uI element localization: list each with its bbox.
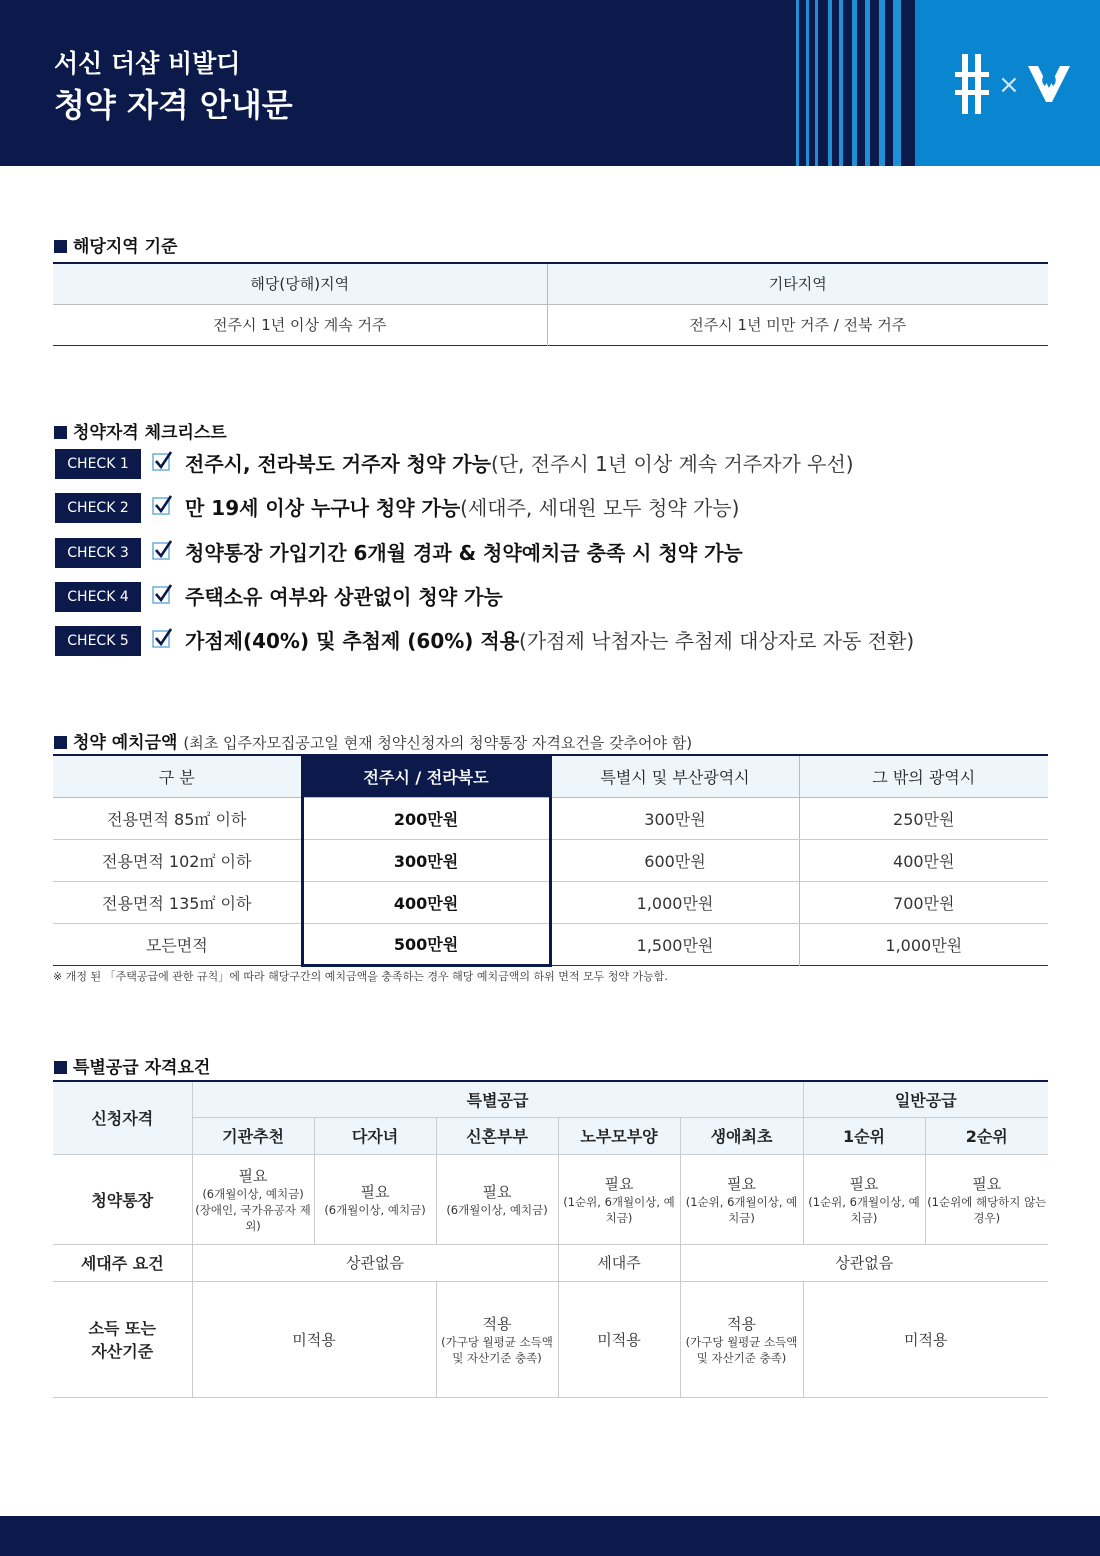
income-cell: 미적용 [803, 1281, 1048, 1397]
cell-main: 필요 [238, 1166, 268, 1185]
cell-sub: (1순위, 6개월이상, 예치금) [563, 1194, 675, 1225]
cell-sub: (6개월이상, 예치금) [202, 1186, 304, 1201]
row-label-income-text: 소득 또는 자산기준 [88, 1319, 156, 1361]
region-header-other: 기타지역 [547, 263, 1048, 304]
table-row [53, 1281, 1048, 1397]
checkbox-checked-icon [152, 451, 172, 471]
deposit-note: ※ 개정 된 「주택공급에 관한 규칙」에 따라 해당구간의 예치금액을 충족하는 경우 해당 예치금액의 하위 면적 모두 청약 가능함. [53, 970, 668, 983]
deposit-cell: 600만원 [550, 839, 799, 881]
cell-sub: (1순위, 6개월이상, 예치금) [808, 1194, 920, 1225]
deposit-cell: 400만원 [302, 881, 550, 923]
header-stripe [815, 0, 818, 166]
col-header: 노부모부양 [558, 1117, 680, 1154]
header-stripe [865, 0, 870, 166]
cell-main: 필요 [972, 1174, 1002, 1193]
deposit-cell: 200만원 [302, 797, 550, 839]
deposit-subtitle: (최초 입주자모집공고일 현재 청약신청자의 청약통장 자격요건을 갖추어야 함) [183, 734, 693, 752]
deposit-section-title [54, 728, 692, 753]
table-row [53, 1244, 1048, 1281]
checkbox-checked-icon [152, 584, 172, 604]
header-stripe [828, 0, 832, 166]
header-stripe [852, 0, 857, 166]
page-header [0, 0, 1100, 166]
region-table [53, 262, 1048, 346]
check-text-bold: 가점제(40%) 및 추첨제 (60%) 적용 [185, 629, 520, 653]
check-text [185, 625, 914, 654]
income-cell: 미적용 [192, 1281, 436, 1397]
check-badge: CHECK 4 [55, 582, 141, 612]
check-text-rest: (가점제 낙첨자는 추첨제 대상자로 자동 전환) [519, 629, 915, 653]
cell-main: 필요 [849, 1174, 879, 1193]
cell-main: 적용 [727, 1314, 756, 1333]
logo-separator: × [998, 70, 1020, 100]
cell-sub: (장애인, 국가유공자 제외) [195, 1202, 311, 1233]
check-badge: CHECK 5 [55, 626, 141, 656]
check-badge: CHECK 1 [55, 449, 141, 479]
cell-main: 필요 [360, 1182, 390, 1201]
deposit-cell: 전용면적 135㎡ 이하 [53, 881, 302, 923]
deposit-header-special-city: 특별시 및 부산광역시 [550, 755, 799, 797]
special-title-text: 특별공급 자격요건 [73, 1058, 211, 1078]
region-header-local: 해당(당해)지역 [53, 263, 547, 304]
header-stripe [796, 0, 799, 166]
square-bullet-icon [54, 426, 67, 439]
square-bullet-icon [54, 240, 67, 253]
checkbox-checked-icon [152, 540, 172, 560]
header-stripe [839, 0, 843, 166]
deposit-cell: 전용면적 85㎡ 이하 [53, 797, 302, 839]
col-header: 2순위 [925, 1117, 1048, 1154]
check-text [185, 537, 743, 566]
square-bullet-icon [54, 1061, 67, 1074]
col-header: 1순위 [803, 1117, 925, 1154]
deposit-header-other-metro: 그 밖의 광역시 [799, 755, 1048, 797]
special-section-title [54, 1053, 210, 1078]
cell-sub: (가구당 월평균 소득액 및 자산기준 충족) [685, 1334, 798, 1365]
check-text-rest: (단, 전주시 1년 이상 계속 거주자가 우선) [490, 452, 854, 476]
table-row [53, 923, 1048, 965]
deposit-cell: 500만원 [302, 923, 550, 965]
row-label-head: 세대주 요건 [53, 1244, 192, 1281]
header-title-line2: 청약 자격 안내문 [54, 86, 293, 124]
table-row [53, 797, 1048, 839]
brand-v-logo-icon [1026, 60, 1072, 104]
brand-hash-logo-icon [955, 54, 989, 114]
header-stripe [806, 0, 809, 166]
deposit-cell: 250만원 [799, 797, 1048, 839]
deposit-table [53, 754, 1048, 967]
special-group-header: 특별공급 [192, 1081, 803, 1117]
deposit-cell: 전용면적 102㎡ 이하 [53, 839, 302, 881]
row-label-income [53, 1281, 192, 1397]
square-bullet-icon [54, 736, 67, 749]
col-header: 생애최초 [680, 1117, 803, 1154]
cell-main: 필요 [604, 1174, 634, 1193]
head-cell: 상관없음 [192, 1244, 558, 1281]
check-text-rest: (세대주, 세대원 모두 청약 가능) [460, 496, 740, 520]
cell-sub: (6개월이상, 예치금) [446, 1202, 548, 1217]
account-cell [314, 1154, 436, 1244]
cell-main: 필요 [482, 1182, 512, 1201]
deposit-cell: 1,000만원 [885, 935, 963, 955]
check-text [185, 581, 503, 610]
col-header: 신혼부부 [436, 1117, 558, 1154]
deposit-cell: 300만원 [302, 839, 550, 881]
check-badge: CHECK 3 [55, 538, 141, 568]
special-supply-table [53, 1080, 1048, 1398]
page-footer [0, 1516, 1100, 1556]
general-group-header: 일반공급 [803, 1081, 1048, 1117]
region-value-other: 전주시 1년 미만 거주 / 전북 거주 [689, 316, 907, 334]
deposit-cell: 1,500만원 [550, 923, 799, 965]
region-section-title [54, 232, 177, 257]
col-header: 다자녀 [314, 1117, 436, 1154]
income-cell: 미적용 [558, 1281, 680, 1397]
cell-sub: (1순위, 6개월이상, 예치금) [685, 1194, 798, 1225]
header-title-line1: 서신 더샵 비발디 [54, 49, 241, 78]
cell-main: 필요 [727, 1174, 756, 1193]
account-cell [558, 1154, 680, 1244]
deposit-title-text: 청약 예치금액 [73, 733, 178, 753]
table-row [53, 1154, 1048, 1244]
deposit-cell: 400만원 [799, 839, 1048, 881]
region-title-text: 해당지역 기준 [73, 237, 178, 257]
check-text-bold: 만 19세 이상 누구나 청약 가능 [185, 496, 461, 520]
account-cell [925, 1154, 1048, 1244]
income-cell [680, 1281, 803, 1397]
region-value-local: 전주시 1년 이상 계속 거주 [53, 304, 547, 345]
cell-sub: (6개월이상, 예치금) [324, 1202, 426, 1217]
deposit-header-jeonju: 전주시 / 전라북도 [302, 755, 550, 797]
check-text-bold: 전주시, 전라북도 거주자 청약 가능 [185, 452, 491, 476]
checkbox-checked-icon [152, 628, 172, 648]
cell-sub: (1순위에 해당하지 않는 경우) [927, 1194, 1047, 1225]
header-stripe [879, 0, 885, 166]
deposit-cell: 700만원 [799, 881, 1048, 923]
check-text-bold: 주택소유 여부와 상관없이 청약 가능 [185, 585, 503, 609]
check-text [185, 448, 854, 477]
check-text [185, 492, 739, 521]
deposit-cell: 300만원 [550, 797, 799, 839]
special-corner-header: 신청자격 [53, 1081, 192, 1154]
account-cell [436, 1154, 558, 1244]
header-stripe [893, 0, 901, 166]
checklist-section-title [54, 418, 227, 443]
deposit-header-category: 구 분 [53, 755, 302, 797]
check-text-bold: 청약통장 가입기간 6개월 경과 & 청약예치금 충족 시 청약 가능 [185, 541, 743, 565]
checkbox-checked-icon [152, 495, 172, 515]
table-row [53, 881, 1048, 923]
check-badge: CHECK 2 [55, 493, 141, 523]
row-label-account: 청약통장 [53, 1154, 192, 1244]
cell-sub: (가구당 월평균 소득액 및 자산기준 충족) [441, 1334, 553, 1365]
checklist-title-text: 청약자격 체크리스트 [73, 423, 227, 443]
account-cell [680, 1154, 803, 1244]
deposit-cell: 1,000만원 [550, 881, 799, 923]
cell-main: 적용 [482, 1314, 512, 1333]
account-cell [192, 1154, 314, 1244]
income-cell [436, 1281, 558, 1397]
table-row [53, 839, 1048, 881]
col-header: 기관추천 [192, 1117, 314, 1154]
head-cell: 상관없음 [680, 1244, 1048, 1281]
head-cell: 세대주 [558, 1244, 680, 1281]
deposit-cell: 모든면적 [53, 923, 302, 965]
account-cell [803, 1154, 925, 1244]
